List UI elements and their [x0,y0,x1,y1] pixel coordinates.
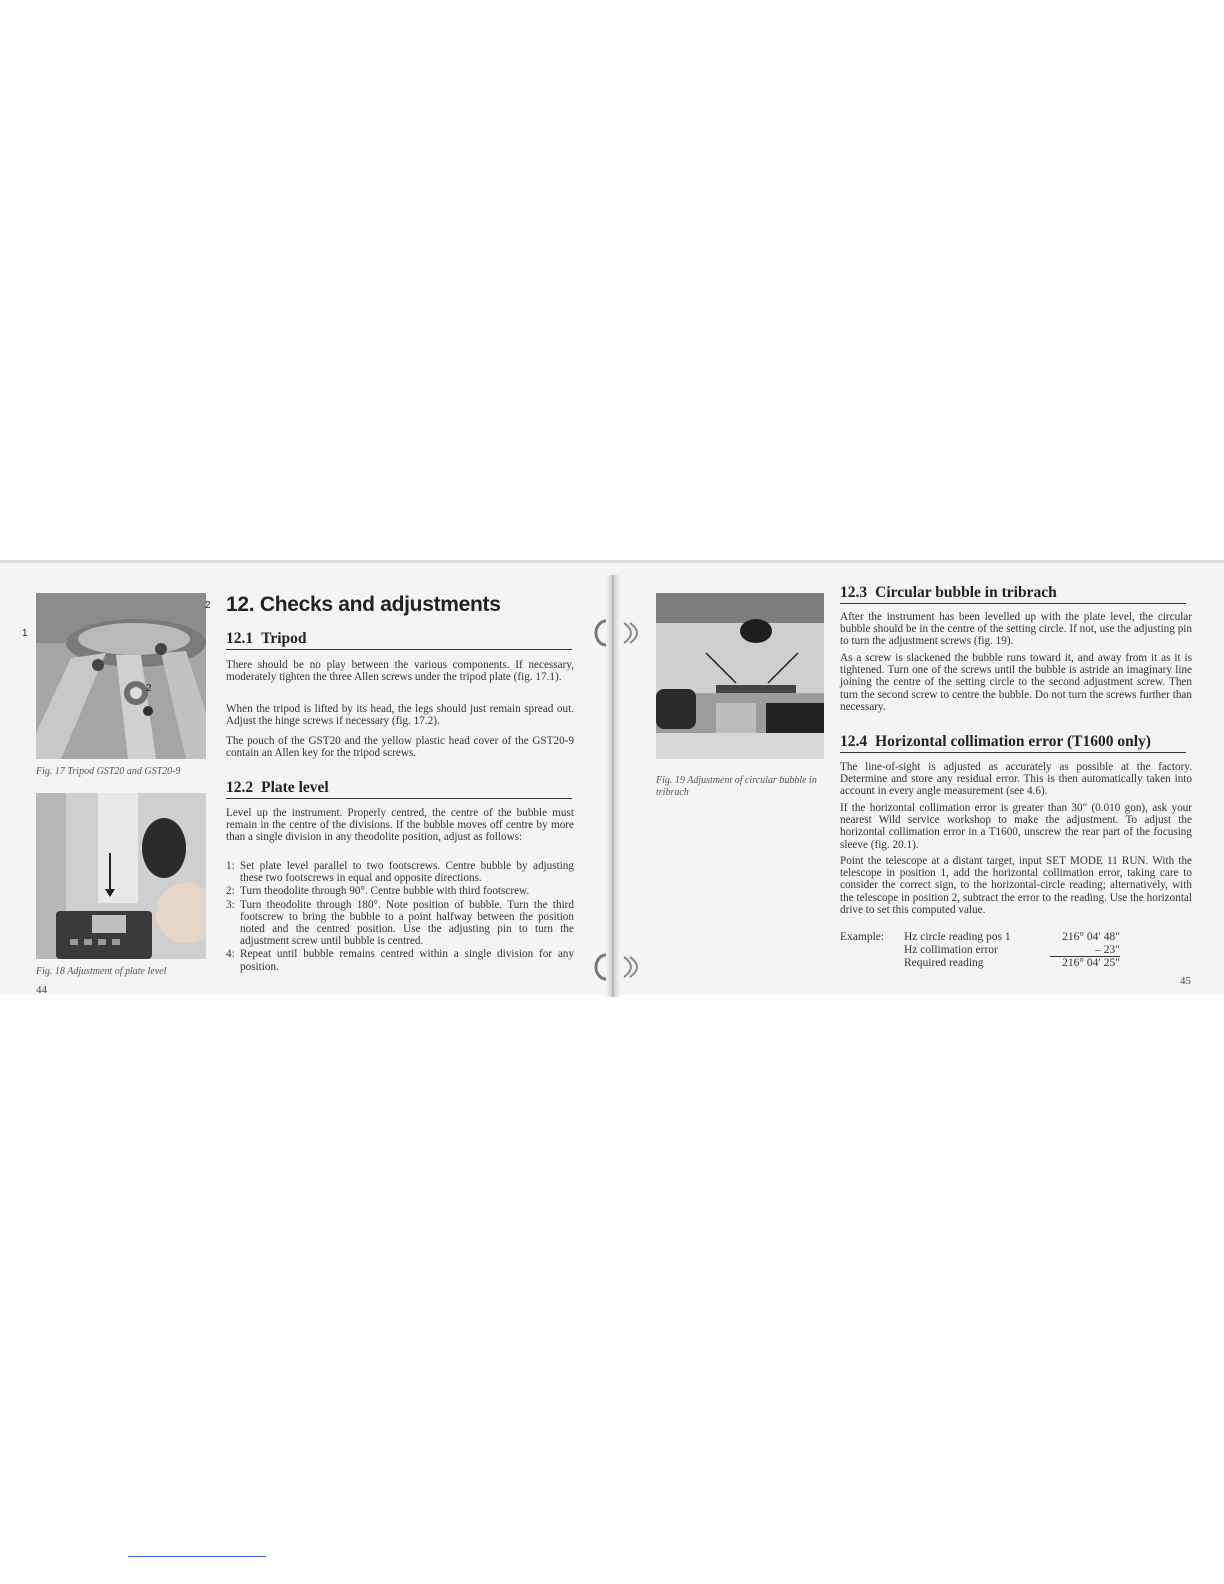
chapter-title: 12. Checks and adjustments [226,593,501,616]
paragraph: There should be no play between the various components. If necessary, moderately tighten the three Allen screws under the tripod plate (fig. 17.1). [226,659,574,684]
example-row [840,944,1120,958]
example-item-value: 216° 04′ 48″ [1062,931,1120,943]
figure-17-photo [36,593,206,759]
figure-18-caption: Fig. 18 Adjustment of plate level [36,966,167,977]
figure-17-caption: Fig. 17 Tripod GST20 and GST20-9 [36,766,181,777]
callout-2-top: 2 [205,600,211,611]
step-item [226,860,574,884]
step-text: Repeat until bubble remains centred within a single division for any position. [240,948,574,973]
left-page [0,563,612,995]
step-text: Turn theodolite through 90°. Centre bubble with third footscrew. [240,885,530,898]
paragraph: After the instrument has been levelled up with the plate level, the circular bubble should be in the centre of the setting circle. If not, use the adjusting pin to turn the adjustment screws (fig. 19). [840,611,1192,648]
book-spread [0,563,1224,995]
section-number: 12.4 [840,733,868,750]
paragraph: Level up the instrument. Properly centred, the centre of the bubble must remain in the centre of the divisions. If the bubble moves off centre by more than a single division in any theodolite position, adjust as follows: [226,807,574,844]
section-12-4-heading [840,733,1186,753]
example-item-name: Hz circle reading pos 1 [904,931,1011,943]
section-number: 12.2 [226,779,254,796]
step-number: 1: [226,860,235,872]
step-text: Turn theodolite through 180°. Note position of bubble. Turn the third footscrew to bring the bubble to a point halfway between the position noted and the centred position. Use the adjusting pin to turn the adjustment screw until bubble is centred. [240,898,574,948]
paragraph: When the tripod is lifted by its head, the legs should just remain spread out. Adjust the hinge screws if necessary (fig. 17.2). [226,703,574,728]
callout-1: 1 [22,628,28,639]
paragraph: The line-of-sight is adjusted as accurately as possible at the factory. Determine and store any residual error. This is then automatically taken into account in every angle measurement (see 4.6). [840,761,1192,798]
section-number: 12.1 [226,630,254,647]
step-item [226,899,574,948]
binding-ring-bottom-right [616,953,646,981]
section-title: Tripod [261,630,307,647]
section-12-3-heading [840,584,1186,604]
step-text: Set plate level parallel to two footscrews. Centre bubble by adjusting these two footscrews in equal and opposite directions. [240,860,574,885]
figure-18-photo [36,793,206,959]
section-12-1-heading [226,630,572,650]
example-row [840,931,1120,944]
example-item-name: Hz collimation error [904,943,998,956]
section-title: Horizontal collimation error (T1600 only) [875,733,1151,750]
step-number: 2: [226,885,235,898]
callout-2-bottom: 2 [146,683,152,694]
plate-level-steps [226,860,574,974]
paragraph: As a screw is slackened the bubble runs toward it, and away from it as it is tightened. Turn one of the screws until the bubble is astride an imaginary line joining the centre of the setting circle to the second adjustment screw. Then turn the second screw to centre the bubble. Do not turn the screws further than necessary. [840,652,1192,713]
section-title: Plate level [261,779,329,796]
example-row [840,957,1120,970]
footer-link-line [128,1556,266,1557]
page-number-right: 45 [1180,975,1191,987]
step-number: 4: [226,948,235,961]
paragraph: The pouch of the GST20 and the yellow plastic head cover of the GST20-9 contain an Allen key for the tripod screws. [226,735,574,760]
section-12-2-heading [226,779,572,799]
example-item-value: – 23″ [1050,944,1120,958]
step-item [226,885,574,897]
example-item-name: Required reading [904,957,984,969]
example-label: Example: [840,931,885,943]
paragraph: Point the telescope at a distant target, input SET MODE 11 RUN. With the telescope in position 1, add the horizontal collimation error, taking care to consider the correct sign, to the horizontal-circle reading; alternatively, with the telescope in position 2, subtract the error to the reading. Use the horizontal drive to set this computed value. [840,855,1192,916]
figure-19-caption: Fig. 19 Adjustment of circular bubble in tribrach [656,775,817,798]
step-item [226,948,574,972]
section-number: 12.3 [840,584,868,601]
section-title: Circular bubble in tribrach [875,584,1057,601]
example-item-value: 216° 04′ 25″ [1062,957,1120,969]
page-number-left: 44 [36,984,47,996]
binding-ring-top-right [616,619,646,647]
step-number: 3: [226,898,235,911]
figure-19-photo [656,593,824,759]
collimation-example [840,931,1120,970]
right-page [612,563,1224,995]
paragraph: If the horizontal collimation error is greater than 30" (0.010 gon), ask your nearest Wild service workshop to make the adjustment. To adjust the horizontal collimation error in a T1600, unscrew the rear part of the focusing sleeve (fig. 20.1). [840,802,1192,851]
